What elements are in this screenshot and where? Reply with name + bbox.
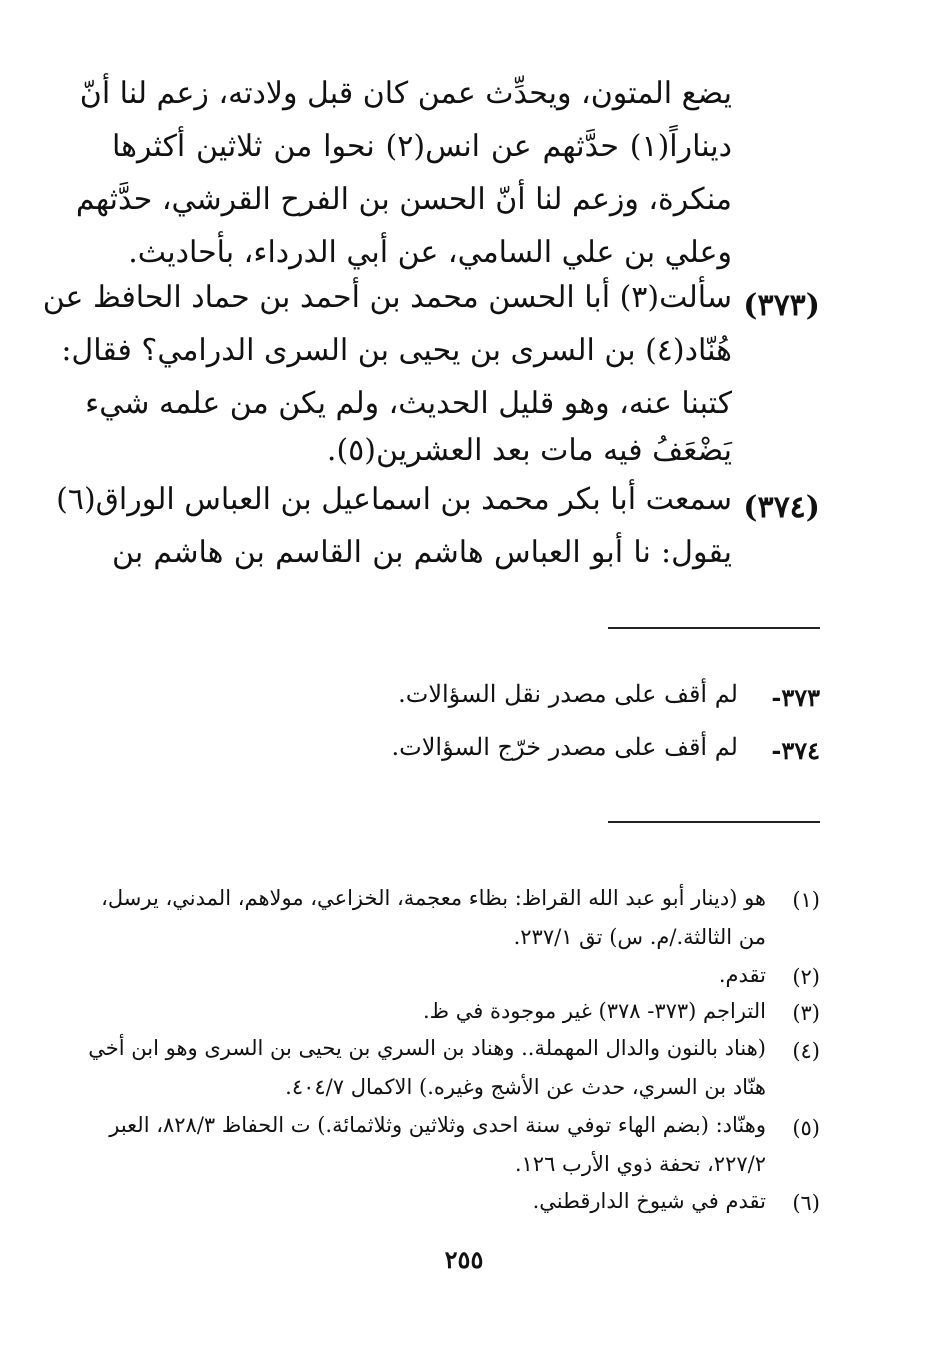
body-line-4: وعلي بن علي السامي، عن أبي الدرداء، بأحاديث. <box>128 235 732 270</box>
footnote-2-line-1: تقدم. <box>718 963 766 987</box>
footnote-4-line-2: هنّاد بن السري، حدث عن الأشج وغيره.) الاكمال ٤٠٤/٧. <box>285 1075 766 1099</box>
footnote-separator-rule <box>608 821 820 823</box>
footnote-6-line-1: تقدم في شيوخ الدارقطني. <box>532 1189 766 1213</box>
source-note-number: ٣٧٤- <box>771 736 820 765</box>
footnote-4-line-1: (هناد بالنون والدال المهملة.. وهناد بن السري بن يحيى بن السرى وهو ابن أخي <box>88 1036 766 1060</box>
footnote-number: (٤) <box>792 1039 820 1063</box>
footnote-number: (٣) <box>792 1001 820 1025</box>
footnote-1-line-1: هو (دينار أبو عبد الله القراظ: بظاء معجمة، الخزاعي، مولاهم، المدني، يرسل، <box>101 886 766 910</box>
entry-373-line-4: يَضْعَفُ فيه مات بعد العشرين(٥). <box>326 433 732 468</box>
footnote-number: (١) <box>792 888 820 912</box>
footnote-1-line-2: من الثالثة./م. س) تق ٢٣٧/١. <box>513 925 766 949</box>
footnote-number: (٢) <box>792 965 820 989</box>
footnote-number: (٦) <box>792 1191 820 1215</box>
source-note-text: لم أقف على مصدر نقل السؤالات. <box>398 680 738 708</box>
separator-rule <box>608 627 820 629</box>
body-line-1: يضع المتون، ويحدِّث عمن كان قبل ولادته، زعم لنا أنّ <box>79 76 732 111</box>
source-note-number: ٣٧٣- <box>771 683 820 712</box>
entry-373-line-2: هُنّاد(٤) بن السرى بن يحيى بن السرى الدرامي؟ فقال: <box>61 333 732 368</box>
entry-number-373: (٣٧٣) <box>743 288 820 323</box>
entry-number-374: (٣٧٤) <box>743 490 820 525</box>
footnote-number: (٥) <box>792 1116 820 1140</box>
source-note-text: لم أقف على مصدر خرّج السؤالات. <box>391 733 738 761</box>
entry-374-line-1: سمعت أبا بكر محمد بن اسماعيل بن العباس الوراق(٦) <box>56 482 732 517</box>
entry-373-line-3: كتبنا عنه، وهو قليل الحديث، ولم يكن من علمه شيء <box>85 386 732 421</box>
footnote-3-line-1: التراجم (٣٧٣- ٣٧٨) غير موجودة في ظ. <box>422 999 766 1023</box>
footnote-5-line-2: ٢٢٧/٢، تحفة ذوي الأرب ١٢٦. <box>514 1152 766 1176</box>
entry-373-line-1: سألت(٣) أبا الحسن محمد بن أحمد بن حماد الحافظ عن <box>42 280 732 315</box>
body-line-3: منكرة، وزعم لنا أنّ الحسن بن الفرح القرشي، حدَّثهم <box>75 182 732 217</box>
body-line-2: ديناراً(١) حدَّثهم عن انس(٢) نحوا من ثلاثين أكثرها <box>112 129 733 164</box>
page-number: ٢٥٥ <box>444 1245 484 1274</box>
footnote-5-line-1: وهنّاد: (بضم الهاء توفي سنة احدى وثلاثين وثلاثمائة.) ت الحفاظ ٨٢٨/٣، العبر <box>109 1113 766 1137</box>
entry-374-line-2: يقول: نا أبو العباس هاشم بن القاسم بن هاشم بن <box>112 535 732 570</box>
